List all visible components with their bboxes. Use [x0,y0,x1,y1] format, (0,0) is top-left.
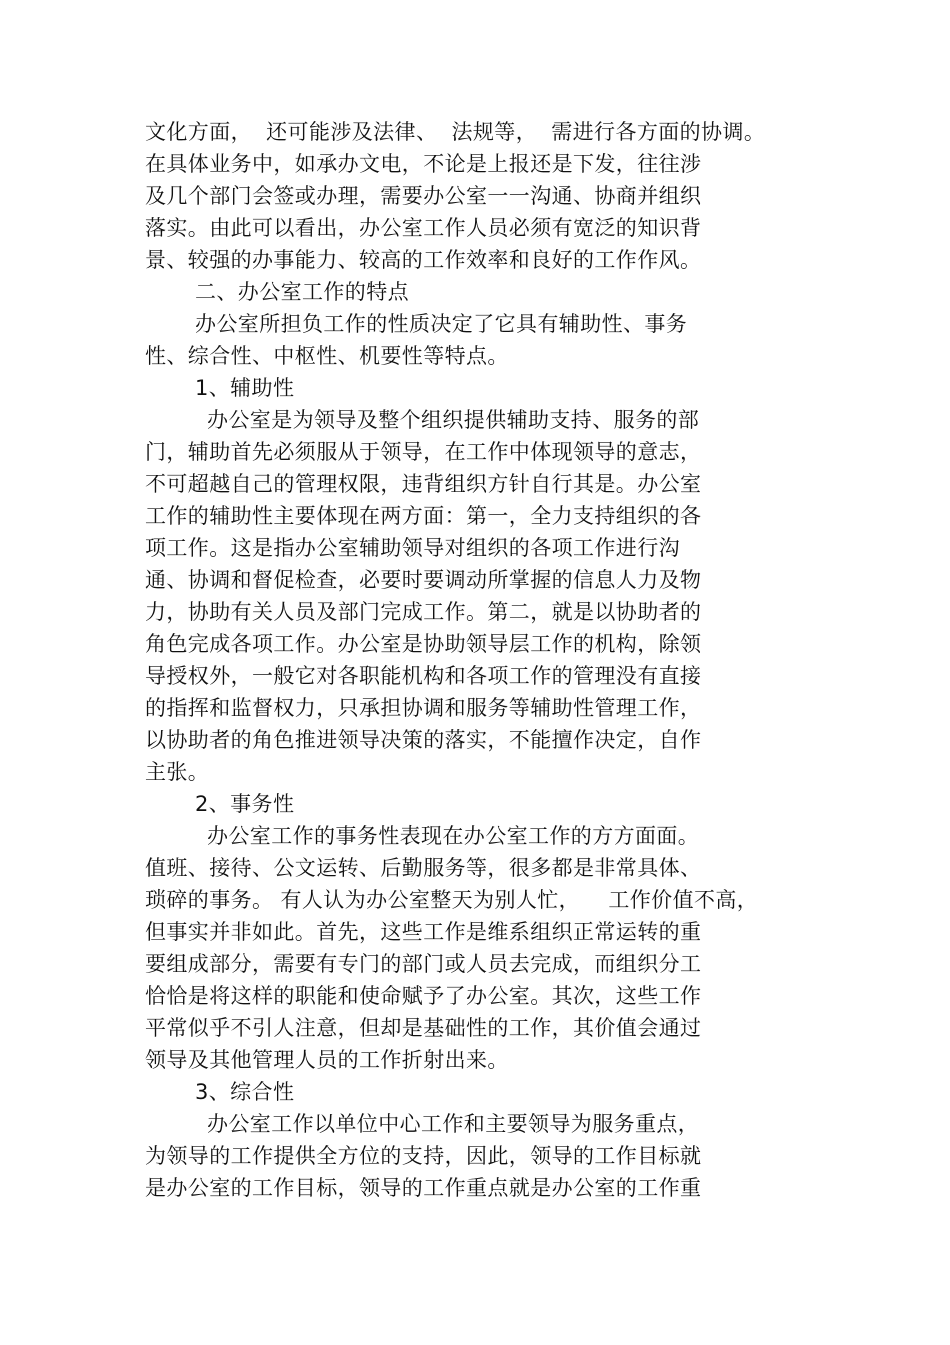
text-line: 落实。由此可以看出，办公室工作人员必须有宽泛的知识背 [145,216,702,240]
text-line: 以协助者的角色推进领导决策的落实，不能擅作决定，自作 [145,728,702,752]
text-line: 恰恰是将这样的职能和使命赋予了办公室。其次，这些工作 [145,984,702,1008]
text-line: 力，协助有关人员及部门完成工作。第二，就是以协助者的 [145,600,702,624]
section-heading: 二、办公室工作的特点 [195,280,409,304]
text-line: 值班、接待、公文运转、后勤服务等，很多都是非常具体、 [145,856,702,880]
text-line: 为领导的工作提供全方位的支持，因此，领导的工作目标就 [145,1144,702,1168]
text-line: 工作的辅助性主要体现在两方面：第一，全力支持组织的各 [145,504,702,528]
text-line: 的指挥和监督权力，只承担协调和服务等辅助性管理工作， [145,696,702,720]
subsection-heading: 1、辅助性 [195,376,295,400]
text-line: 项工作。这是指办公室辅助领导对组织的各项工作进行沟 [145,536,680,560]
text-line: 角色完成各项工作。办公室是协助领导层工作的机构，除领 [145,632,702,656]
text-line: 是办公室的工作目标，领导的工作重点就是办公室的工作重 [145,1176,702,1200]
text-line: 景、较强的办事能力、较高的工作效率和良好的工作作风。 [145,248,702,272]
text-line: 办公室所担负工作的性质决定了它具有辅助性、事务 [195,312,688,336]
text-line: 领导及其他管理人员的工作折射出来。 [145,1048,509,1072]
text-line: 在具体业务中，如承办文电，不论是上报还是下发，往往涉 [145,152,702,176]
text-line: 办公室工作的事务性表现在办公室工作的方方面面。 [207,824,700,848]
text-line: 不可超越自己的管理权限，违背组织方针自行其是。办公室 [145,472,702,496]
text-line: 性、综合性、中枢性、机要性等特点。 [145,344,509,368]
text-line: 琐碎的事务。 有人认为办公室整天为别人忙， 工作价值不高， [145,888,759,912]
subsection-heading: 3、综合性 [195,1080,295,1104]
text-line: 平常似乎不引人注意，但却是基础性的工作，其价值会通过 [145,1016,702,1040]
text-line: 门，辅助首先必须服从于领导，在工作中体现领导的意志， [145,440,702,464]
text-line: 办公室工作以单位中心工作和主要领导为服务重点， [207,1112,700,1136]
text-line: 通、协调和督促检查，必要时要调动所掌握的信息人力及物 [145,568,702,592]
subsection-heading: 2、事务性 [195,792,295,816]
text-line: 导授权外，一般它对各职能机构和各项工作的管理没有直接 [145,664,702,688]
text-line: 主张。 [145,760,210,784]
text-line: 要组成部分，需要有专门的部门或人员去完成，而组织分工 [145,952,702,976]
text-line: 办公室是为领导及整个组织提供辅助支持、服务的部 [207,408,700,432]
text-line: 文化方面， 还可能涉及法律、 法规等， 需进行各方面的协调。 [145,120,766,144]
text-line: 及几个部门会签或办理，需要办公室一一沟通、协商并组织 [145,184,702,208]
text-line: 但事实并非如此。首先，这些工作是维系组织正常运转的重 [145,920,702,944]
